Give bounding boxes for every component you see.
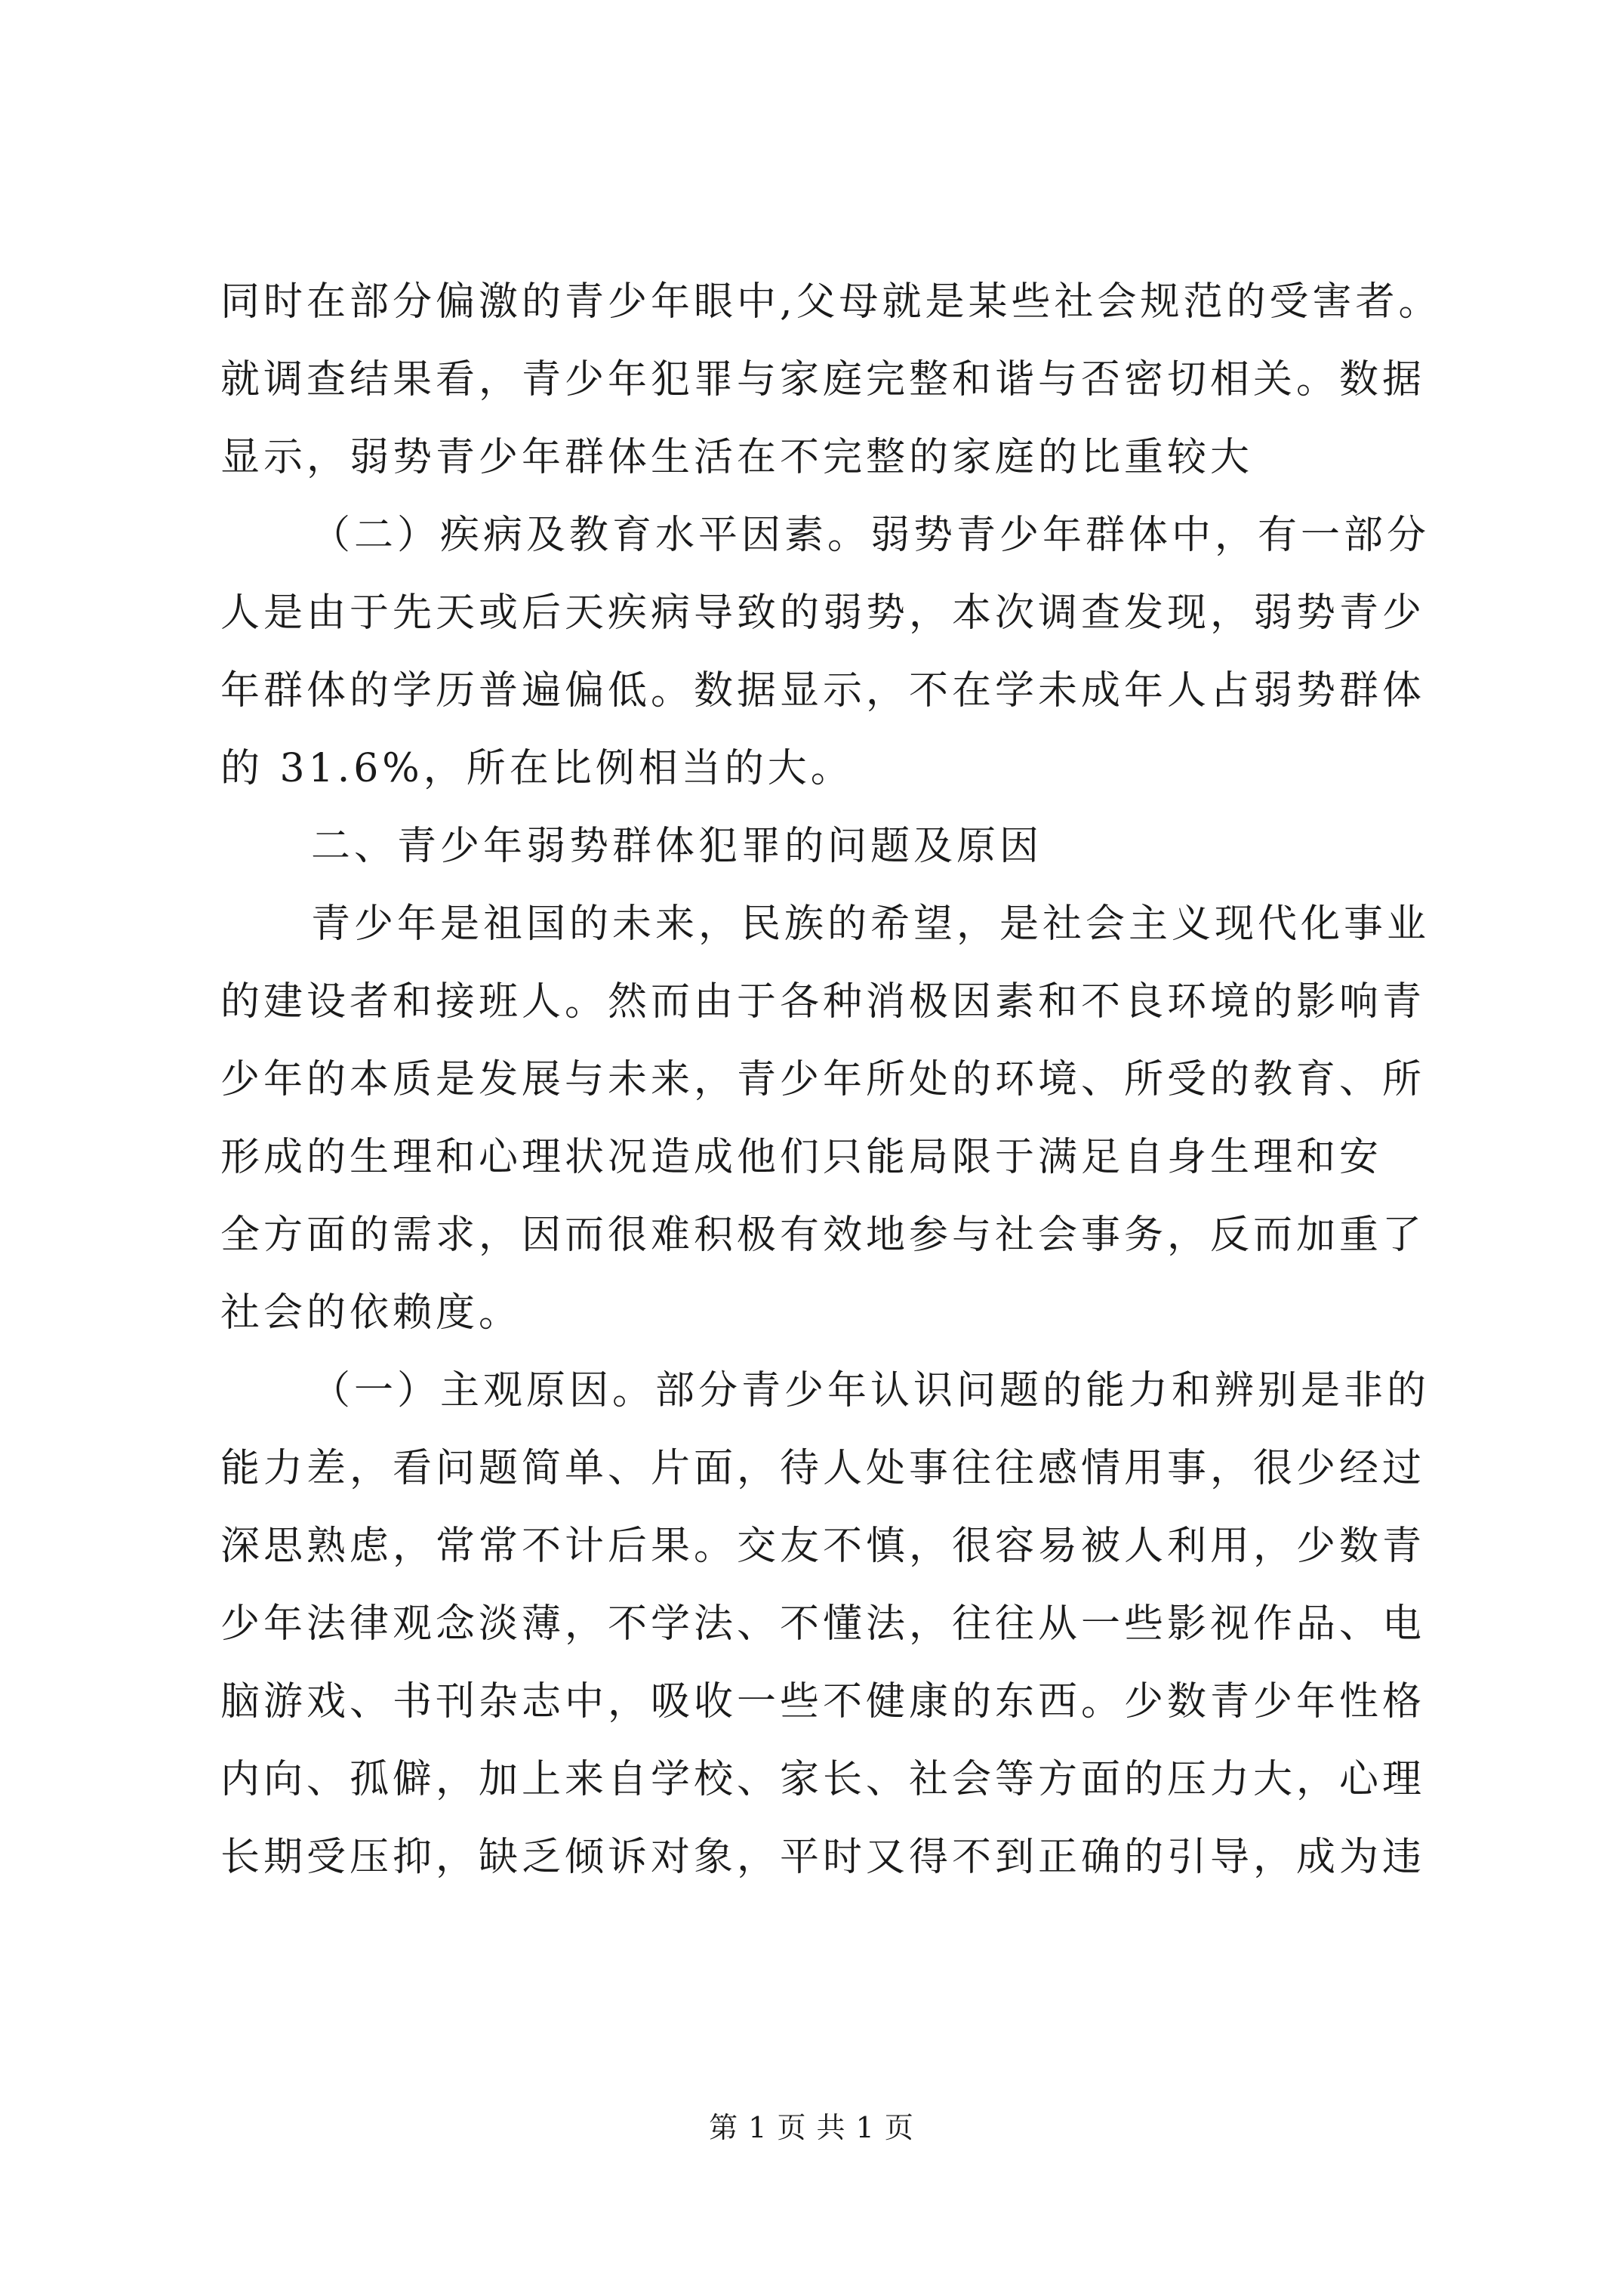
paragraph-line: 全方面的需求，因而很难积极有效地参与社会事务，反而加重了: [220, 1213, 1426, 1258]
paragraph-line: 长期受压抑，缺乏倾诉对象，平时又得不到正确的引导，成为违: [220, 1835, 1426, 1880]
paragraph-line: 的建设者和接班人。然而由于各种消极因素和不良环境的影响青: [220, 979, 1426, 1025]
paragraph-line: 显示，弱势青少年群体生活在不完整的家庭的比重较大: [220, 435, 1254, 480]
paragraph-line: 深思熟虑，常常不计后果。交友不慎，很容易被人利用，少数青: [220, 1524, 1426, 1569]
paragraph-line: 社会的依赖度。: [220, 1290, 522, 1336]
paragraph-line: （二）疾病及教育水平因素。弱势青少年群体中，有一部分: [311, 513, 1431, 558]
paragraph-line: 就调查结果看，青少年犯罪与家庭完整和谐与否密切相关。数据: [220, 357, 1426, 402]
paragraph-line: 年群体的学历普遍偏低。数据显示，不在学未成年人占弱势群体: [220, 668, 1426, 713]
paragraph-line: 能力差，看问题简单、片面，待人处事往往感情用事，很少经过: [220, 1446, 1426, 1491]
paragraph-line: 少年的本质是发展与未来，青少年所处的环境、所受的教育、所: [220, 1057, 1426, 1102]
paragraph-line: 内向、孤僻，加上来自学校、家长、社会等方面的压力大，心理: [220, 1757, 1426, 1802]
section-heading: 二、青少年弱势群体犯罪的问题及原因: [311, 824, 1043, 869]
paragraph-line: 少年法律观念淡薄，不学法、不懂法，往往从一些影视作品、电: [220, 1601, 1426, 1647]
paragraph-line: 脑游戏、书刊杂志中，吸收一些不健康的东西。少数青少年性格: [220, 1679, 1426, 1724]
page-footer: 第 1 页 共 1 页: [709, 2111, 914, 2144]
paragraph-line: 的 31.6%，所在比例相当的大。: [220, 746, 854, 791]
paragraph-line: 同时在部分偏激的青少年眼中,父母就是某些社会规范的受害者。: [220, 279, 1442, 325]
paragraph-line: 青少年是祖国的未来，民族的希望，是社会主义现代化事业: [311, 901, 1431, 947]
paragraph-line: （一）主观原因。部分青少年认识问题的能力和辨别是非的: [311, 1368, 1431, 1413]
paragraph-line: 形成的生理和心理状况造成他们只能局限于满足自身生理和安: [220, 1135, 1383, 1180]
paragraph-line: 人是由于先天或后天疾病导致的弱势，本次调查发现，弱势青少: [220, 590, 1426, 636]
